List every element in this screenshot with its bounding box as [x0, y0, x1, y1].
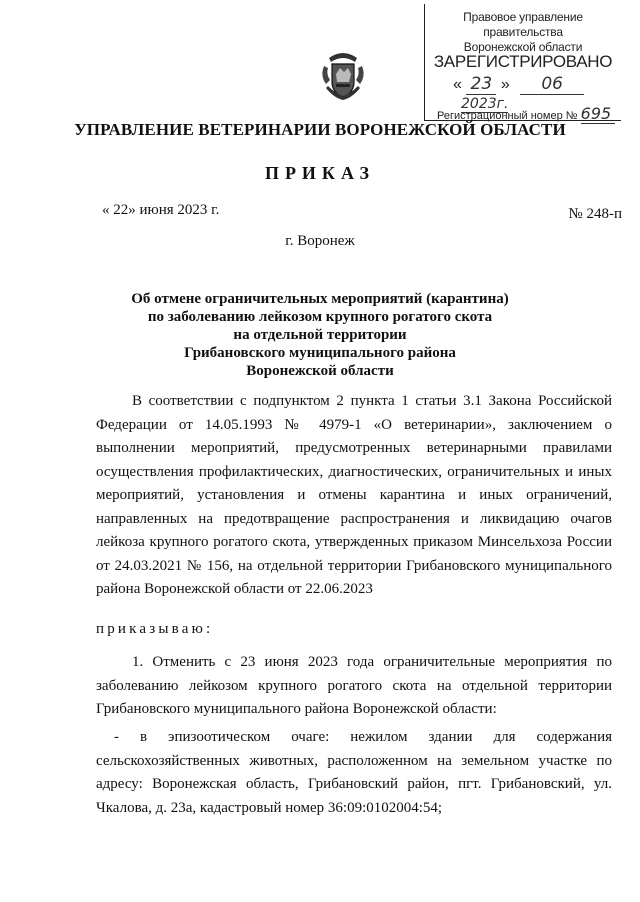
- registration-stamp: [424, 4, 621, 121]
- order-word: приказываю:: [96, 621, 214, 637]
- stamp-status: ЗАРЕГИСТРИРОВАНО: [433, 52, 613, 71]
- subject-line: Грибановского муниципального района: [184, 345, 456, 361]
- subject-line: Об отмене ограничительных мероприятий (карантина): [131, 291, 509, 307]
- stamp-reg-label: Регистрационный номер №: [437, 110, 578, 122]
- organization-title: УПРАВЛЕНИЕ ВЕТЕРИНАРИИ ВОРОНЕЖСКОЙ ОБЛАСТИ: [74, 120, 566, 139]
- document-number: № 248-п: [568, 206, 622, 222]
- stamp-date-open: «: [453, 76, 462, 93]
- document-date: « 22» июня 2023 г.: [102, 202, 220, 218]
- subject-line: по заболеванию лейкозом крупного рогатого скота: [147, 309, 493, 325]
- order-item-1-sub: [96, 726, 612, 820]
- coat-of-arms-icon: [320, 48, 366, 102]
- subject-line: на отдельной территории: [233, 327, 407, 343]
- stamp-reg-number-value: 695: [581, 104, 615, 124]
- order-item-1-text: 1. Отменить с 23 июня 2023 года ограничительные мероприятия по заболеванию лейкозом крупного рогатого скота на отдельной территории Грибановского муниципального района Воронежской области:: [96, 654, 612, 717]
- stamp-org-line1: Правовое управление правительства: [463, 10, 583, 39]
- document-type: ПРИКАЗ: [264, 163, 376, 183]
- stamp-date-close: »: [500, 76, 510, 93]
- subject-line: Воронежской области: [246, 363, 394, 379]
- stamp-organization: [425, 10, 621, 55]
- preamble-text: В соответствии с подпунктом 2 пункта 1 статьи 3.1 Закона Российской Федерации от 14.05.1993 № 4979-1 «О ветеринарии», заключением о выполнении мероприятий, предусмотренных ветеринарными правилами осуществления профилактических, диагностических, ограничительных и иных мероприятий, установления и отмены карантина и иных ограничений, направленных на предотвращение распространения и ликвидацию очагов лейкоза крупного рогатого скота, утвержденных приказом Минсельхоза России от 24.03.2021 № 156, на отдельной территории Грибановского муниципального района Воронежской области от 22.06.2023: [96, 393, 612, 597]
- stamp-org-line2: Воронежской области: [463, 40, 583, 54]
- document-subject: [120, 290, 520, 380]
- stamp-date-month: 06: [520, 74, 584, 95]
- order-item-1: [96, 651, 612, 722]
- stamp-date-year: 2023г.: [461, 96, 509, 112]
- stamp-date-day: 23: [466, 74, 496, 95]
- preamble-paragraph: [96, 390, 612, 602]
- order-item-1-sub-text: - в эпизоотическом очаге: нежилом здании для содержания сельскохозяйственных животных, расположенном на земельном участке по адресу: Воронежская область, Грибановский район, пгт. Грибановский, ул. Чкалова, д. 23а, кадастровый номер 36:09:0102004:54;: [96, 729, 612, 816]
- document-city: г. Воронеж: [285, 233, 355, 249]
